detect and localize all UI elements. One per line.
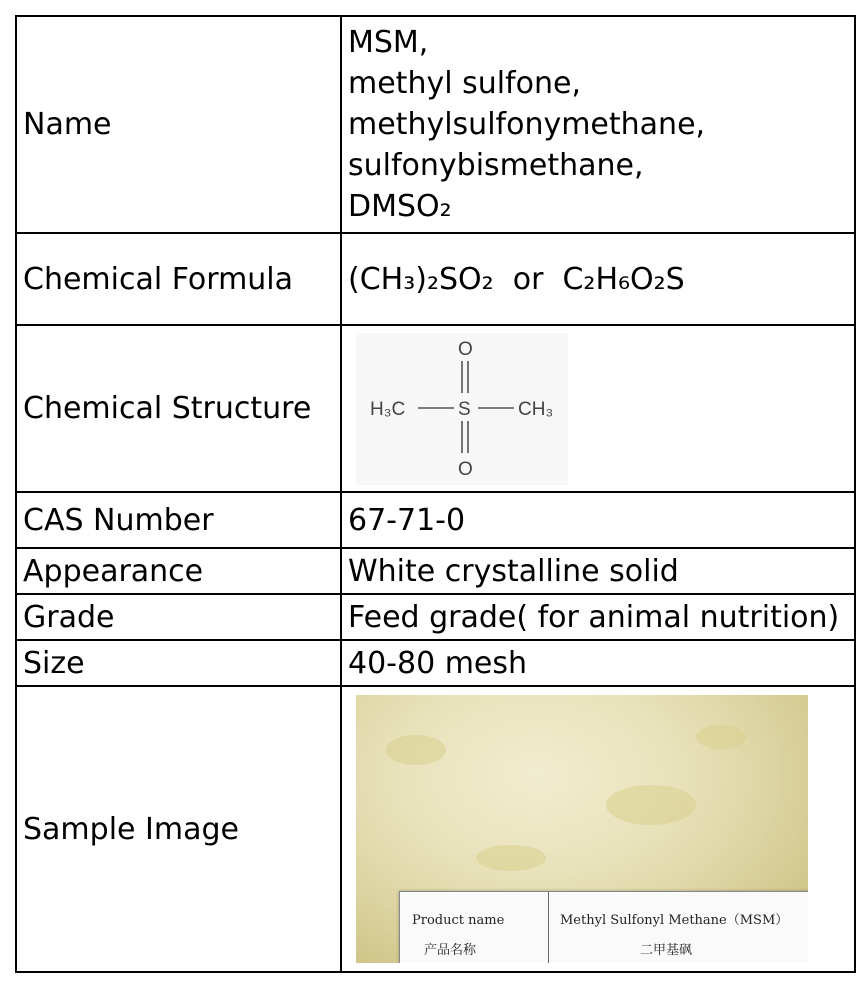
row-size [16, 640, 855, 686]
row-appearance [16, 548, 855, 594]
value-structure [341, 325, 855, 492]
label-size: Size [16, 640, 341, 686]
row-structure [16, 325, 855, 492]
atom-bottom: O [458, 458, 473, 480]
row-name [16, 16, 855, 233]
spec-table [15, 15, 856, 973]
name-item: DMSO₂ [348, 189, 452, 224]
name-item: methyl sulfone, [348, 66, 581, 101]
card-key-en: Product name [412, 913, 505, 928]
value-formula: (CH₃)₂SO₂ or C₂H₆O₂S [341, 233, 855, 325]
value-size: 40-80 mesh [341, 640, 855, 686]
product-label-card [399, 891, 808, 963]
card-key-cn: 产品名称 [424, 943, 477, 958]
label-appearance: Appearance [16, 548, 341, 594]
structure-diagram [356, 333, 568, 485]
row-grade [16, 594, 855, 640]
card-value-cn: 二甲基砜 [640, 943, 693, 958]
row-sample [16, 686, 855, 972]
name-item: sulfonybismethane, [348, 148, 644, 183]
label-name: Name [16, 16, 341, 233]
atom-right: CH₃ [518, 398, 554, 420]
name-item: methylsulfonymethane, [348, 107, 706, 142]
value-name [341, 16, 855, 233]
value-cas: 67-71-0 [341, 492, 855, 548]
card-value-en: Methyl Sulfonyl Methane（MSM） [560, 913, 789, 928]
label-grade: Grade [16, 594, 341, 640]
row-cas [16, 492, 855, 548]
sample-photo [356, 695, 808, 963]
label-structure: Chemical Structure [16, 325, 341, 492]
atom-center: S [458, 398, 471, 420]
name-item: MSM, [348, 25, 429, 60]
value-appearance: White crystalline solid [341, 548, 855, 594]
label-cas: CAS Number [16, 492, 341, 548]
label-sample: Sample Image [16, 686, 341, 972]
row-formula [16, 233, 855, 325]
value-grade: Feed grade( for animal nutrition) [341, 594, 855, 640]
label-formula: Chemical Formula [16, 233, 341, 325]
atom-left: H₃C [370, 398, 406, 420]
atom-top: O [458, 338, 473, 360]
value-sample [341, 686, 855, 972]
